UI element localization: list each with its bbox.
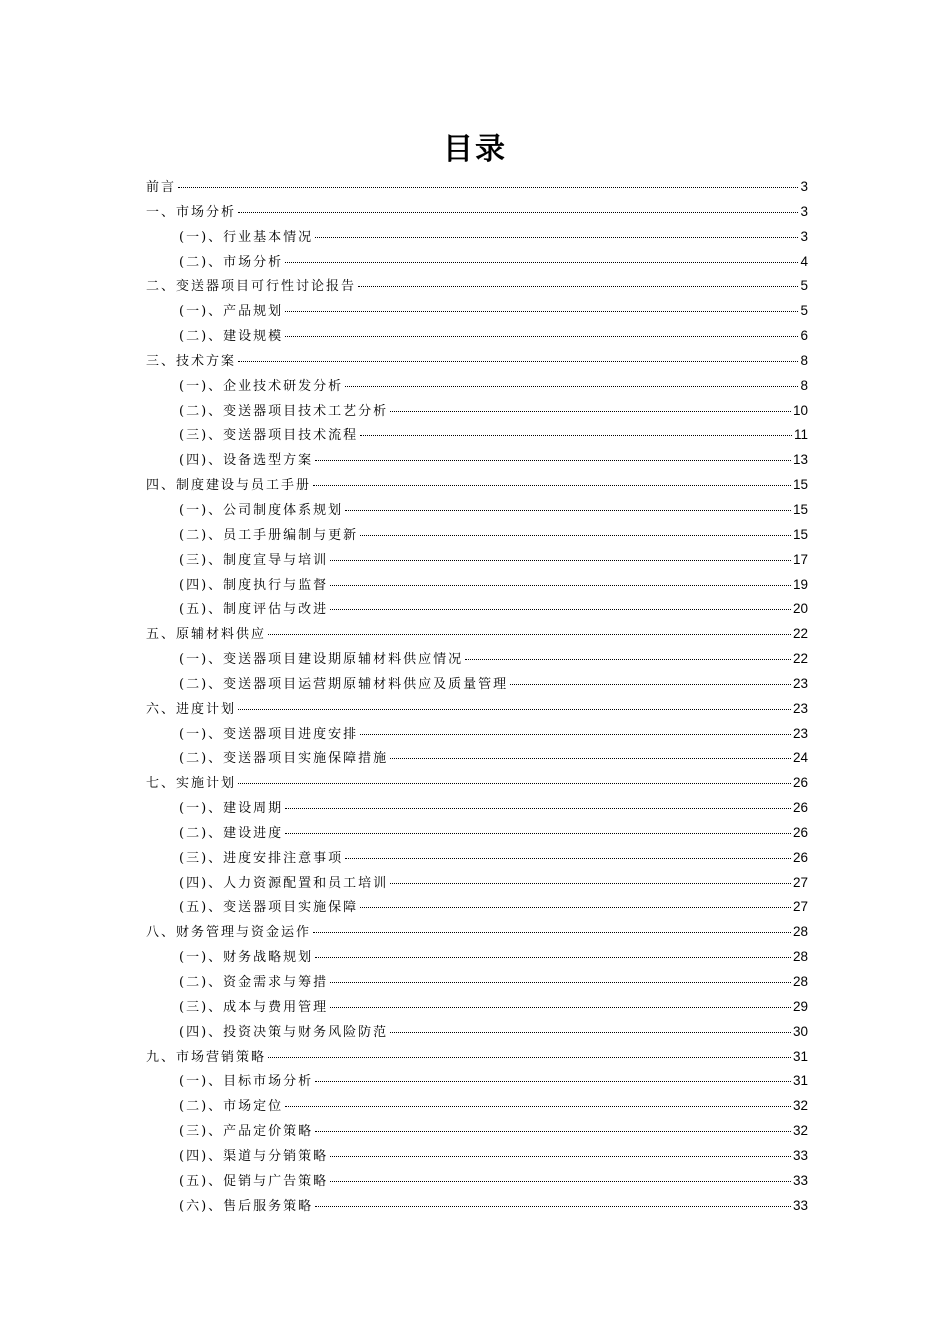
toc-entry-label: (三)、成本与费用管理 bbox=[179, 999, 329, 1015]
toc-dot-leader bbox=[330, 1181, 791, 1182]
toc-entry-page-number: 10 bbox=[792, 402, 808, 418]
toc-entry-page-number: 5 bbox=[800, 278, 808, 294]
toc-entry-label: 三、技术方案 bbox=[146, 353, 237, 369]
toc-entry-label: (二)、变送器项目技术工艺分析 bbox=[179, 403, 389, 419]
toc-entry[interactable] bbox=[146, 400, 808, 425]
toc-entry[interactable] bbox=[146, 325, 808, 350]
toc-entry[interactable] bbox=[146, 1120, 808, 1145]
toc-entry-page-number: 6 bbox=[800, 328, 808, 344]
toc-entry-page-number: 23 bbox=[792, 700, 808, 716]
toc-entry[interactable] bbox=[146, 797, 808, 822]
toc-dot-leader bbox=[315, 460, 791, 461]
toc-dot-leader bbox=[358, 286, 798, 287]
toc-entry-label: (二)、市场定位 bbox=[179, 1099, 284, 1115]
toc-dot-leader bbox=[390, 758, 791, 759]
toc-entry-page-number: 22 bbox=[792, 626, 808, 642]
toc-entry-label: 八、财务管理与资金运作 bbox=[146, 925, 312, 941]
toc-entry[interactable] bbox=[146, 176, 808, 201]
toc-entry-label: (五)、变送器项目实施保障 bbox=[179, 900, 359, 916]
toc-entry-page-number: 32 bbox=[792, 1098, 808, 1114]
toc-entry-page-number: 31 bbox=[792, 1048, 808, 1064]
toc-dot-leader bbox=[285, 262, 798, 263]
toc-entry[interactable] bbox=[146, 1170, 808, 1195]
toc-entry-label: 五、原辅材料供应 bbox=[146, 627, 267, 643]
toc-title: 目录 bbox=[443, 132, 507, 167]
toc-entry[interactable] bbox=[146, 747, 808, 772]
toc-entry[interactable] bbox=[146, 226, 808, 251]
toc-dot-leader bbox=[268, 634, 791, 635]
toc-entry-label: (四)、制度执行与监督 bbox=[179, 577, 329, 593]
toc-dot-leader bbox=[465, 659, 791, 660]
toc-entry[interactable] bbox=[146, 698, 808, 723]
toc-entry-page-number: 30 bbox=[792, 1023, 808, 1039]
toc-dot-leader bbox=[238, 783, 791, 784]
toc-dot-leader bbox=[510, 684, 791, 685]
toc-entry-label: (四)、渠道与分销策略 bbox=[179, 1148, 329, 1164]
toc-entry-page-number: 28 bbox=[792, 949, 808, 965]
toc-entry[interactable] bbox=[146, 251, 808, 276]
toc-entry-page-number: 26 bbox=[792, 775, 808, 791]
toc-dot-leader bbox=[360, 535, 791, 536]
toc-dot-leader bbox=[285, 1106, 791, 1107]
toc-entry-label: (三)、制度宣导与培训 bbox=[179, 552, 329, 568]
toc-dot-leader bbox=[390, 883, 791, 884]
toc-dot-leader bbox=[345, 858, 791, 859]
toc-dot-leader bbox=[313, 932, 791, 933]
toc-dot-leader bbox=[315, 1081, 791, 1082]
toc-entry-page-number: 15 bbox=[792, 477, 808, 493]
toc-entry[interactable] bbox=[146, 971, 808, 996]
toc-entry[interactable] bbox=[146, 1046, 808, 1071]
toc-dot-leader bbox=[285, 311, 798, 312]
toc-entry-label: 四、制度建设与员工手册 bbox=[146, 478, 312, 494]
toc-entry-page-number: 23 bbox=[792, 725, 808, 741]
toc-entry[interactable] bbox=[146, 946, 808, 971]
toc-entry[interactable] bbox=[146, 772, 808, 797]
toc-entry[interactable] bbox=[146, 201, 808, 226]
toc-entry-label: (四)、投资决策与财务风险防范 bbox=[179, 1024, 389, 1040]
toc-entry-page-number: 26 bbox=[792, 800, 808, 816]
toc-entry-label: (二)、市场分析 bbox=[179, 254, 284, 270]
toc-entry-page-number: 19 bbox=[792, 576, 808, 592]
toc-entry-label: (一)、建设周期 bbox=[179, 801, 284, 817]
toc-entry-label: 前言 bbox=[146, 180, 177, 195]
toc-dot-leader bbox=[313, 485, 791, 486]
toc-entry[interactable] bbox=[146, 474, 808, 499]
toc-entry-label: (一)、产品规划 bbox=[179, 304, 284, 320]
toc-entry[interactable] bbox=[146, 424, 808, 449]
toc-entry-page-number: 29 bbox=[792, 998, 808, 1014]
toc-dot-leader bbox=[238, 709, 791, 710]
toc-entry[interactable] bbox=[146, 449, 808, 474]
toc-dot-leader bbox=[238, 212, 798, 213]
toc-entry-label: (二)、变送器项目实施保障措施 bbox=[179, 751, 389, 767]
toc-entry-page-number: 22 bbox=[792, 651, 808, 667]
toc-dot-leader bbox=[330, 560, 791, 561]
toc-entry-page-number: 32 bbox=[792, 1123, 808, 1139]
toc-dot-leader bbox=[285, 833, 791, 834]
toc-entry-page-number: 3 bbox=[800, 179, 808, 194]
toc-entry[interactable] bbox=[146, 1021, 808, 1046]
toc-entry[interactable] bbox=[146, 300, 808, 325]
toc-entry-label: (一)、变送器项目建设期原辅材料供应情况 bbox=[179, 652, 464, 668]
toc-entry-label: (一)、行业基本情况 bbox=[179, 229, 314, 245]
toc-entry[interactable] bbox=[146, 1195, 808, 1220]
toc-entry-label: (四)、人力资源配置和员工培训 bbox=[179, 875, 389, 891]
toc-entry[interactable] bbox=[146, 822, 808, 847]
toc-dot-leader bbox=[315, 957, 791, 958]
toc-entry-page-number: 33 bbox=[792, 1147, 808, 1163]
toc-entry-page-number: 28 bbox=[792, 974, 808, 989]
toc-dot-leader bbox=[330, 982, 791, 983]
toc-entry-page-number: 8 bbox=[800, 377, 808, 393]
toc-dot-leader bbox=[268, 1057, 791, 1058]
toc-dot-leader bbox=[315, 1131, 791, 1132]
toc-entry[interactable] bbox=[146, 1095, 808, 1120]
toc-entry[interactable] bbox=[146, 549, 808, 574]
toc-entry[interactable] bbox=[146, 350, 808, 375]
toc-entry-page-number: 26 bbox=[792, 849, 808, 865]
toc-entry-label: (二)、建设进度 bbox=[179, 825, 284, 841]
toc-entry-page-number: 3 bbox=[800, 228, 808, 244]
toc-dot-leader bbox=[330, 585, 791, 586]
toc-dot-leader bbox=[178, 187, 798, 188]
toc-entry[interactable] bbox=[146, 648, 808, 673]
toc-entry[interactable] bbox=[146, 275, 808, 300]
toc-entry-label: 七、实施计划 bbox=[146, 776, 237, 792]
toc-dot-leader bbox=[315, 1206, 791, 1207]
toc-entry[interactable] bbox=[146, 524, 808, 549]
toc-entry-label: (三)、产品定价策略 bbox=[179, 1124, 314, 1140]
toc-entry[interactable] bbox=[146, 623, 808, 648]
toc-entry-label: (一)、企业技术研发分析 bbox=[179, 378, 344, 394]
toc-entry[interactable] bbox=[146, 847, 808, 872]
toc-dot-leader bbox=[360, 907, 791, 908]
toc-dot-leader bbox=[360, 435, 792, 436]
toc-dot-leader bbox=[238, 361, 798, 362]
toc-entry-label: (一)、财务战略规划 bbox=[179, 950, 314, 966]
toc-entry-page-number: 15 bbox=[792, 526, 808, 542]
toc-entry[interactable] bbox=[146, 921, 808, 946]
toc-entry-label: 二、变送器项目可行性讨论报告 bbox=[146, 279, 357, 295]
toc-entry-page-number: 20 bbox=[792, 601, 808, 617]
toc-entry-page-number: 15 bbox=[792, 501, 808, 517]
toc-entry-label: (五)、促销与广告策略 bbox=[179, 1173, 329, 1189]
toc-entry-page-number: 33 bbox=[792, 1172, 808, 1188]
toc-dot-leader bbox=[390, 1032, 791, 1033]
toc-entry[interactable] bbox=[146, 598, 808, 623]
toc-entry-page-number: 27 bbox=[792, 874, 808, 890]
toc-entry-label: (三)、进度安排注意事项 bbox=[179, 850, 344, 866]
toc-entry-page-number: 23 bbox=[792, 675, 808, 691]
toc-entry-page-number: 26 bbox=[792, 824, 808, 840]
toc-entry-page-number: 31 bbox=[792, 1073, 808, 1089]
toc-entry-label: (一)、目标市场分析 bbox=[179, 1074, 314, 1090]
toc-dot-leader bbox=[330, 1156, 791, 1157]
toc-entry-page-number: 11 bbox=[793, 427, 808, 443]
toc-entry[interactable] bbox=[146, 1145, 808, 1170]
toc-entry-label: 六、进度计划 bbox=[146, 701, 237, 717]
toc-entry-label: (三)、变送器项目技术流程 bbox=[179, 428, 359, 444]
toc-entry-label: 一、市场分析 bbox=[146, 204, 237, 220]
toc-dot-leader bbox=[330, 609, 791, 610]
toc-entry-page-number: 28 bbox=[792, 924, 808, 940]
toc-entry-label: (二)、建设规模 bbox=[179, 329, 284, 345]
toc-entry-label: (二)、员工手册编制与更新 bbox=[179, 527, 359, 543]
toc-entry-label: 九、市场营销策略 bbox=[146, 1049, 267, 1065]
toc-entry[interactable] bbox=[146, 723, 808, 748]
toc-entry-page-number: 33 bbox=[792, 1197, 808, 1213]
toc-entry-label: (四)、设备选型方案 bbox=[179, 453, 314, 469]
toc-entry-label: (六)、售后服务策略 bbox=[179, 1198, 314, 1214]
toc-entry-page-number: 5 bbox=[800, 303, 808, 319]
toc-entry[interactable] bbox=[146, 499, 808, 524]
toc-dot-leader bbox=[345, 386, 798, 387]
toc-dot-leader bbox=[360, 734, 791, 735]
toc-entry[interactable] bbox=[146, 872, 808, 897]
toc-entry-page-number: 4 bbox=[800, 253, 808, 269]
toc-dot-leader bbox=[315, 237, 798, 238]
toc-entry[interactable] bbox=[146, 375, 808, 400]
toc-entry-page-number: 17 bbox=[792, 551, 808, 567]
toc-entry[interactable] bbox=[146, 1070, 808, 1095]
toc-entry-page-number: 27 bbox=[792, 899, 808, 915]
toc-entry-label: (五)、制度评估与改进 bbox=[179, 602, 329, 618]
toc-entry-page-number: 3 bbox=[800, 203, 808, 219]
toc-entry[interactable] bbox=[146, 996, 808, 1021]
toc-entry-label: (二)、变送器项目运营期原辅材料供应及质量管理 bbox=[179, 676, 509, 692]
toc-dot-leader bbox=[285, 336, 798, 337]
toc-dot-leader bbox=[330, 1007, 791, 1008]
toc-entry[interactable] bbox=[146, 896, 808, 921]
toc-entry-page-number: 8 bbox=[800, 352, 808, 368]
toc-dot-leader bbox=[345, 510, 791, 511]
toc-list bbox=[146, 176, 808, 1219]
toc-dot-leader bbox=[285, 808, 791, 809]
toc-entry-page-number: 13 bbox=[792, 452, 808, 468]
toc-entry-label: (一)、变送器项目进度安排 bbox=[179, 726, 359, 742]
toc-entry-page-number: 24 bbox=[792, 750, 808, 766]
toc-entry-label: (二)、资金需求与筹措 bbox=[179, 975, 329, 990]
toc-dot-leader bbox=[390, 411, 791, 412]
toc-entry[interactable] bbox=[146, 673, 808, 698]
toc-entry[interactable] bbox=[146, 574, 808, 599]
toc-entry-label: (一)、公司制度体系规划 bbox=[179, 502, 344, 518]
